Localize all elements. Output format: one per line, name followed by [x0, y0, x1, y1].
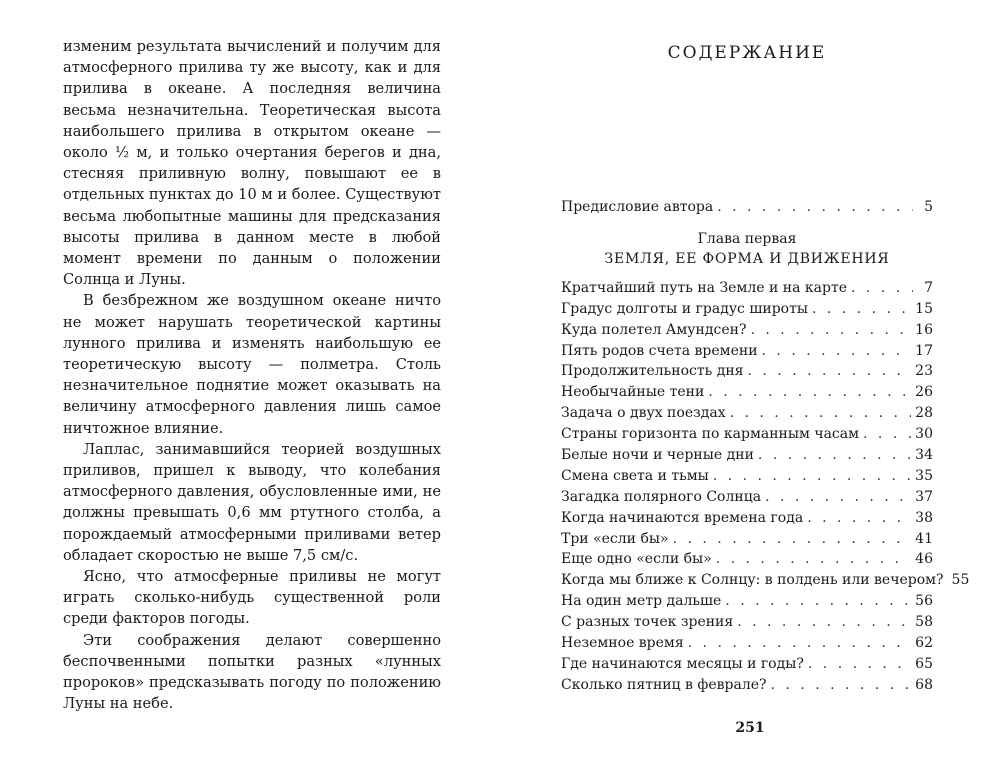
toc-entry-page: 34 — [915, 447, 933, 464]
page-number: 251 — [735, 720, 765, 736]
toc-entry-title: С разных точек зрения — [561, 614, 734, 631]
toc-entry-title: Когда мы ближе к Солнцу: в полдень или вечером? — [561, 572, 944, 589]
toc-entry-title: Необычайные тени — [561, 384, 705, 401]
toc-entry[interactable] — [561, 278, 933, 299]
toc-entry-page: 35 — [915, 467, 933, 484]
toc-entry[interactable] — [561, 612, 933, 633]
toc-entry-page: 37 — [915, 488, 933, 505]
toc-entry[interactable] — [561, 403, 933, 424]
leader-dots — [725, 591, 911, 612]
toc-entry[interactable] — [561, 529, 933, 550]
left-page-text — [63, 36, 441, 715]
leader-dots — [771, 675, 912, 696]
toc-entry-title: Продолжительность дня — [561, 363, 744, 380]
paragraph: В безбрежном же воздушном океане ничто не может нарушать теоретической картины лунного прилива и изменять наибольшую ее теоретическую высоту — полметра. Столь незначительное поднятие может оказывать на величину атмосферного давления лишь самое ничтожное влияние. — [63, 292, 441, 437]
toc-entry-title: Куда полетел Амундсен? — [561, 321, 747, 338]
toc-entry-title: Где начинаются месяцы и годы? — [561, 655, 804, 672]
leader-dots — [730, 403, 912, 424]
chapter-header — [561, 229, 933, 269]
toc-entry-title: Белые ночи и черные дни — [561, 447, 754, 464]
toc-entry-page: 56 — [915, 593, 933, 610]
leader-dots — [716, 549, 911, 570]
toc-entry[interactable] — [561, 445, 933, 466]
toc-entry[interactable] — [561, 487, 933, 508]
toc-entry-title: Пять родов счета времени — [561, 342, 758, 359]
toc-entry-title: Неземное время — [561, 635, 684, 652]
toc-entry-title: Три «если бы» — [561, 530, 669, 547]
toc-entry-title: Сколько пятниц в феврале? — [561, 676, 767, 693]
toc-entry[interactable] — [561, 320, 933, 341]
leader-dots — [748, 361, 912, 382]
toc-entry-title: На один метр дальше — [561, 593, 722, 610]
toc-entry-title: Загадка полярного Солнца — [561, 488, 762, 505]
leader-dots — [762, 341, 912, 362]
leader-dots — [688, 633, 912, 654]
leader-dots — [758, 445, 911, 466]
leader-dots — [673, 529, 912, 550]
toc-entry-title: Предисловие автора — [561, 199, 714, 215]
paragraph: Лаплас, занимавшийся теорией воздушных приливов, пришел к выводу, что колебания атмосферного давления, обусловленные ими, не должны превышать 0,6 мм ртутного столба, а порождаемый атмосферными приливами ветер обладает скоростью не выше 7,5 см/с. — [63, 440, 441, 564]
toc-entry-page: 15 — [915, 300, 933, 317]
toc-entry[interactable] — [561, 341, 933, 362]
leader-dots — [750, 320, 911, 341]
paragraph: Ясно, что атмосферные приливы не могут играть сколько-нибудь существенной роли среди факторов погоды. — [63, 568, 441, 628]
toc-entry[interactable] — [561, 424, 933, 445]
toc-entry[interactable] — [561, 466, 933, 487]
toc-entry-page: 65 — [915, 655, 933, 672]
leader-dots — [737, 612, 911, 633]
leader-dots — [717, 197, 913, 218]
leader-dots — [812, 299, 911, 320]
leader-dots — [708, 382, 911, 403]
toc-entry[interactable] — [561, 654, 933, 675]
toc-entry[interactable] — [561, 508, 933, 529]
toc-entry-title: Страны горизонта по карманным часам — [561, 426, 860, 443]
toc-entry-page: 38 — [915, 509, 933, 526]
toc-entry-title: Когда начинаются времена года — [561, 509, 804, 526]
toc-entry-page: 55 — [951, 572, 970, 589]
toc-entry[interactable] — [561, 361, 933, 382]
toc-entry[interactable] — [561, 570, 970, 591]
toc-entry-title: Задача о двух поездах — [561, 405, 726, 422]
toc-heading: СОДЕРЖАНИЕ — [667, 43, 827, 63]
toc-entry-page: 17 — [915, 342, 933, 359]
toc-entry-title: Еще одно «если бы» — [561, 551, 712, 568]
table-of-contents — [561, 40, 970, 696]
toc-entry-title: Смена света и тьмы — [561, 467, 709, 484]
toc-entry-page: 16 — [915, 321, 933, 338]
toc-entry[interactable] — [561, 633, 933, 654]
leader-dots — [807, 508, 911, 529]
toc-entry-page: 62 — [915, 635, 933, 652]
toc-entry[interactable] — [561, 549, 933, 570]
toc-entry-page: 30 — [915, 426, 933, 443]
paragraph: изменим результата вычислений и получим для атмосферного прилива ту же высоту, как и для прилива в океане. А последняя величина весьма незначительна. Теоретическая высота наибольшего прилива в открытом океане — около ½ м, и только очертания берегов и дна, стесняя приливную волну, повышают ее в отдельных пунктах до 10 м и более. Существуют весьма любопытные машины для предсказания высоты прилива в данном месте в любой момент времени по данным о положении Солнца и Луны. — [63, 38, 441, 289]
leader-dots — [808, 654, 911, 675]
toc-entry[interactable] — [561, 299, 933, 320]
toc-list — [561, 278, 970, 696]
toc-entry-page: 28 — [915, 405, 933, 422]
toc-entry[interactable] — [561, 591, 933, 612]
toc-entry-page: 46 — [915, 551, 933, 568]
toc-entry-page: 68 — [915, 676, 933, 693]
toc-entry[interactable] — [561, 382, 933, 403]
toc-entry-page: 5 — [924, 199, 933, 215]
toc-entry[interactable] — [561, 675, 933, 696]
toc-entry-page: 23 — [915, 363, 933, 380]
toc-entry-title: Градус долготы и градус широты — [561, 300, 808, 317]
leader-dots — [713, 466, 911, 487]
chapter-label: Глава первая — [697, 230, 797, 247]
toc-entry-page: 7 — [924, 279, 933, 296]
leader-dots — [851, 278, 913, 299]
leader-dots — [765, 487, 911, 508]
leader-dots — [863, 424, 911, 445]
toc-entry-title: Кратчайший путь на Земле и на карте — [561, 279, 847, 296]
paragraph: Эти соображения делают совершенно беспочвенными попытки разных «лунных пророков» предсказывать погоду по положению Луны на небе. — [63, 631, 441, 713]
toc-entry-page: 58 — [915, 614, 933, 631]
chapter-title: ЗЕМЛЯ, ЕЕ ФОРМА И ДВИЖЕНИЯ — [604, 250, 890, 267]
toc-entry-preface[interactable] — [561, 197, 933, 218]
toc-entry-page: 41 — [915, 530, 933, 547]
toc-entry-page: 26 — [915, 384, 933, 401]
